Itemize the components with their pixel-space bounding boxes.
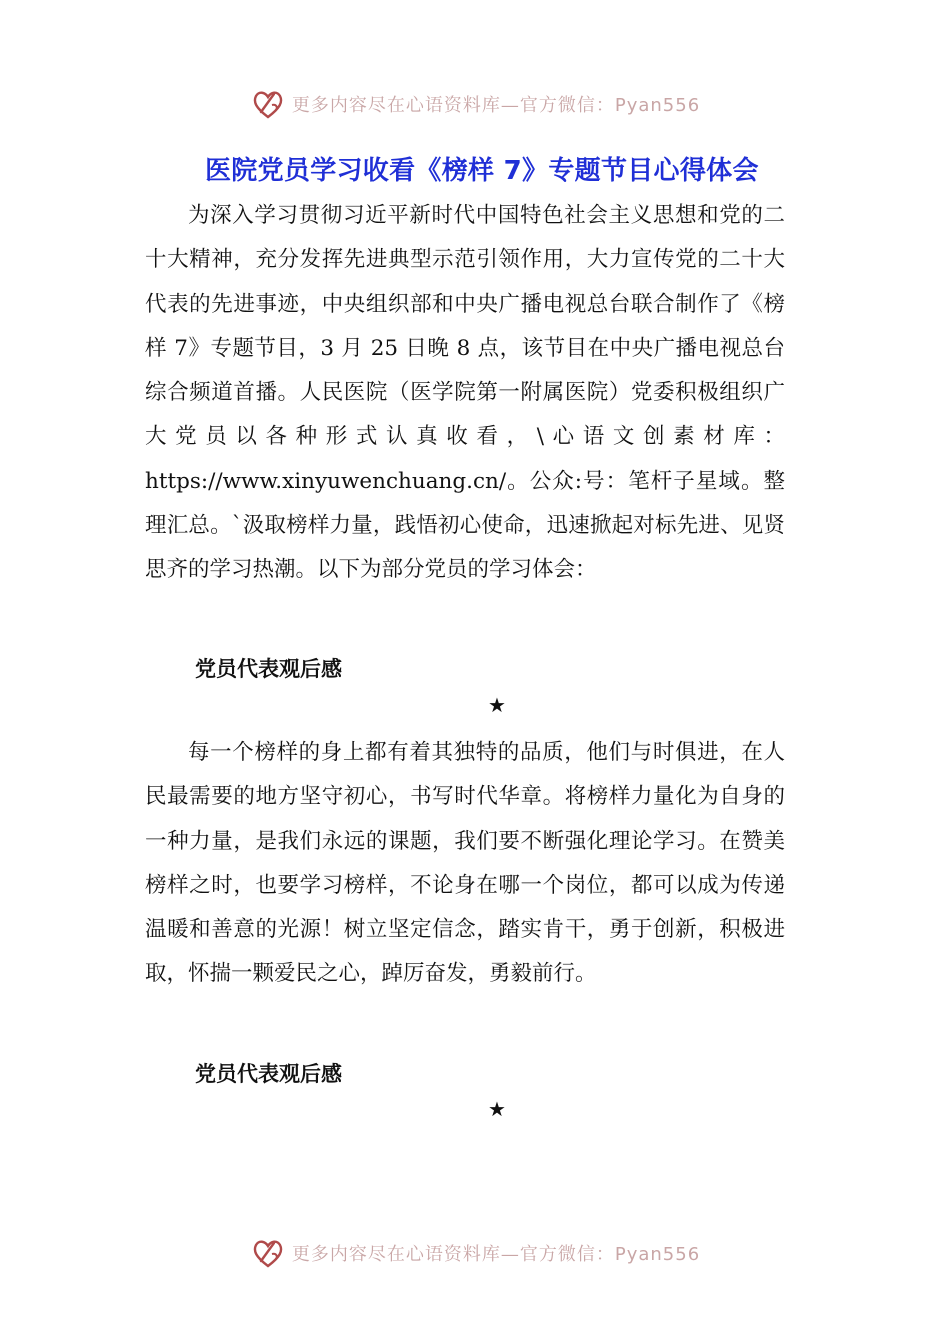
- section-heading: 党员代表观后感: [195, 657, 342, 681]
- heart-pen-logo-icon: [250, 1235, 286, 1271]
- footer-watermark-banner: [0, 1233, 950, 1273]
- page-title: 医院党员学习收看《榜样 7》专题节目心得体会: [205, 156, 759, 186]
- wechat-id: Pyan556: [614, 95, 701, 116]
- intro-paragraph: 为深入学习贯彻习近平新时代中国特色社会主义思想和党的二十大精神，充分发挥先进典型示范引领作用，大力宣传党的二十大代表的先进事迹，中央组织部和中央广播电视总台联合制作了《榜样 7》专题节目，3 月 25 日晚 8 点，该节目在中央广播电视总台综合频道首播。人民医院（医学院第一附属医院）党委积极组织广大党员以各种形式认真收看，\心语文创素材库：https://www.xinyuwenchuang.cn/。公众:号：笔杆子星域。整理汇总。`汲取榜样力量，践悟初心使命，迅速掀起对标先进、见贤思齐的学习热潮。以下为部分党员的学习体会：: [145, 203, 785, 583]
- wechat-id: Pyan556: [614, 1244, 701, 1265]
- banner-text: 更多内容尽在心语资料库—官方微信：Pyan556: [291, 95, 701, 116]
- star-separator: ★: [488, 1097, 506, 1121]
- header-watermark-banner: [0, 84, 950, 124]
- banner-text: 更多内容尽在心语资料库—官方微信：Pyan556: [291, 1244, 701, 1265]
- star-separator: ★: [488, 693, 506, 717]
- heart-pen-logo-icon: [250, 86, 286, 122]
- reflection-paragraph: 每一个榜样的身上都有着其独特的品质，他们与时俱进，在人民最需要的地方坚守初心，书写时代华章。将榜样力量化为自身的一种力量，是我们永远的课题，我们要不断强化理论学习。在赞美榜样之时，也要学习榜样，不论身在哪一个岗位，都可以成为传递温暖和善意的光源！树立坚定信念，踏实肯干，勇于创新，积极进取，怀揣一颗爱民之心，踔厉奋发，勇毅前行。: [145, 740, 785, 987]
- section-heading: 党员代表观后感: [195, 1062, 342, 1086]
